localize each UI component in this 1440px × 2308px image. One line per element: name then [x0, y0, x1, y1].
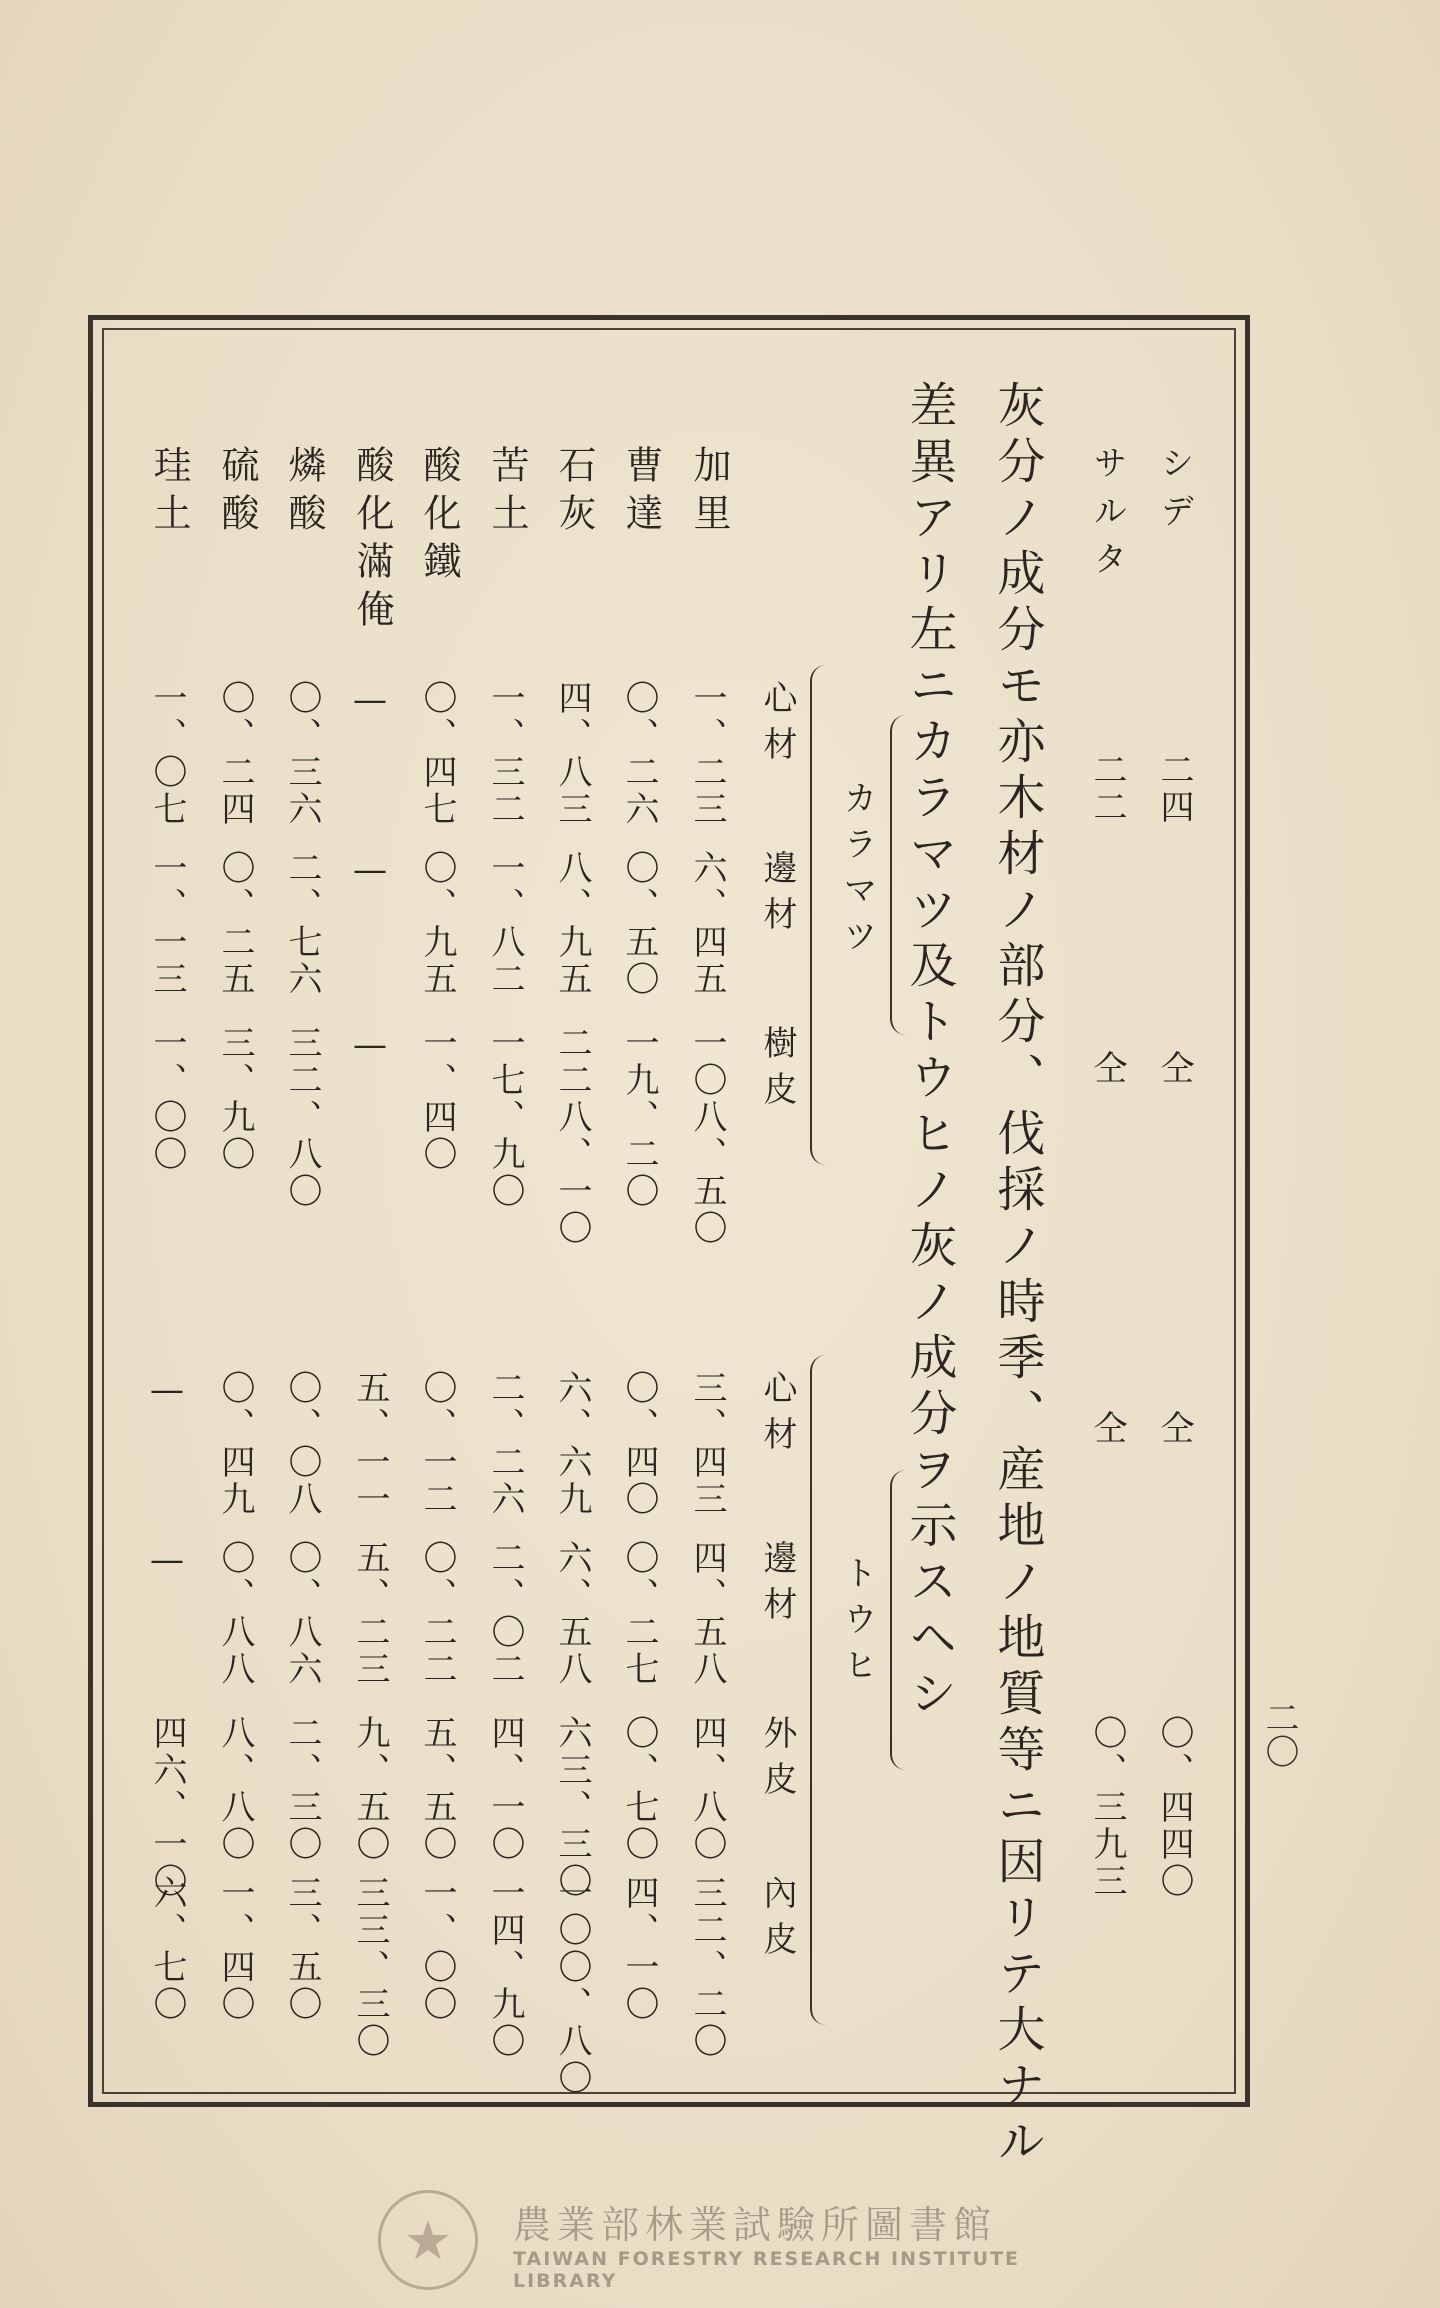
touhi-cell: 一四、九〇 [485, 1875, 525, 2060]
touhi-cell: 〇、八六 [282, 1540, 322, 1688]
library-watermark [378, 2190, 1078, 2290]
karamatsu-cell: 一、二三 [687, 680, 727, 828]
touhi-cell: 九、五〇 [350, 1715, 390, 1863]
karamatsu-cell: 〇、二六 [619, 680, 659, 828]
header-inner-bark: 內皮 [757, 1875, 797, 1967]
paragraph-line: 差異アリ左ニカラマツ及トウヒノ灰ノ成分ヲ示スヘシ [901, 380, 957, 1724]
karamatsu-cell: 六、四五 [687, 850, 727, 998]
karamatsu-cell: 一、三二 [485, 680, 525, 828]
header-bark: 樹皮 [757, 1025, 797, 1117]
touhi-header-brace [810, 1355, 826, 2025]
touhi-cell: 〇、七〇 [619, 1715, 659, 1863]
header-heartwood: 心材 [757, 680, 797, 772]
karamatsu-cell: 二、七六 [282, 850, 322, 998]
touhi-cell: 〇、二二 [417, 1540, 457, 1688]
row-label: 酸化鐵 [417, 445, 461, 589]
karamatsu-cell: 一、四〇 [417, 1025, 457, 1173]
top-row-value: 仝 [1087, 1050, 1127, 1087]
touhi-cell: 二、三〇 [282, 1715, 322, 1863]
karamatsu-cell: 〇、二四 [215, 680, 255, 828]
touhi-cell: — [147, 1370, 187, 1413]
touhi-cell: 〇、八八 [215, 1540, 255, 1688]
karamatsu-cell: 〇、三六 [282, 680, 322, 828]
karamatsu-cell: 一七、九〇 [485, 1025, 525, 1210]
karamatsu-cell: 三二、八〇 [282, 1025, 322, 1210]
karamatsu-title: カラマツ [837, 780, 877, 964]
row-label: 苦土 [485, 445, 529, 541]
touhi-cell: 四、一〇 [619, 1875, 659, 2023]
touhi-cell: 五、五〇 [417, 1715, 457, 1863]
karamatsu-cell: — [350, 680, 390, 723]
top-row-value: 〇、三九三 [1087, 1715, 1127, 1900]
row-label: 酸化滿俺 [350, 445, 394, 637]
top-row-value: 仝 [1087, 1410, 1127, 1447]
touhi-cell: 三、四三 [687, 1370, 727, 1518]
top-row-value: 仝 [1154, 1410, 1194, 1447]
touhi-cell: 〇、二七 [619, 1540, 659, 1688]
header-sapwood: 邊材 [757, 850, 797, 942]
karamatsu-cell: 一、〇〇 [147, 1025, 187, 1173]
touhi-cell: 六、五八 [552, 1540, 592, 1688]
inner-border [102, 328, 1236, 2094]
karamatsu-cell: 〇、四七 [417, 680, 457, 828]
karamatsu-cell: 八、九五 [552, 850, 592, 998]
karamatsu-cell: 一、一三 [147, 850, 187, 998]
touhi-cell: 一〇〇、八〇 [552, 1875, 592, 2097]
touhi-cell: 〇、四〇 [619, 1370, 659, 1518]
touhi-cell: 一、〇〇 [417, 1875, 457, 2023]
top-row-label: シデ [1154, 445, 1194, 541]
row-label: 曹達 [619, 445, 663, 541]
karamatsu-cell: 四、八三 [552, 680, 592, 828]
touhi-cell: 〇、一二 [417, 1370, 457, 1518]
touhi-cell: 八、八〇 [215, 1715, 255, 1863]
top-row-label: サルタ [1087, 445, 1127, 589]
touhi-cell: 五、一一 [350, 1370, 390, 1518]
touhi-cell: 五、二三 [350, 1540, 390, 1688]
touhi-cell: 四、五八 [687, 1540, 727, 1688]
touhi-cell: 三三、三〇 [350, 1875, 390, 2060]
touhi-cell: 二、二六 [485, 1370, 525, 1518]
header-heartwood: 心材 [757, 1370, 797, 1462]
touhi-brace [890, 1470, 906, 1770]
touhi-title: トウヒ [837, 1555, 877, 1693]
karamatsu-cell: 三、九〇 [215, 1025, 255, 1173]
page-number: 二〇 [1259, 1700, 1299, 1768]
touhi-cell: 六三、三〇 [552, 1715, 592, 1900]
touhi-cell: 三、五〇 [282, 1875, 322, 2023]
touhi-cell: 六、七〇 [147, 1875, 187, 2023]
touhi-cell: — [147, 1540, 187, 1583]
top-row-value: 二二 [1087, 752, 1127, 826]
karamatsu-cell: 二二八、一〇 [552, 1025, 592, 1247]
karamatsu-cell: 〇、五〇 [619, 850, 659, 998]
library-name-en: TAIWAN FORESTRY RESEARCH INSTITUTE LIBRARY [513, 2248, 1021, 2292]
karamatsu-cell: 一、〇七 [147, 680, 187, 828]
top-row-value: 二四 [1154, 752, 1194, 826]
karamatsu-cell: — [350, 850, 390, 893]
touhi-cell: 一、四〇 [215, 1875, 255, 2023]
paragraph-line: 灰分ノ成分モ亦木材ノ部分、伐採ノ時季、産地ノ地質等ニ因リテ大ナル [989, 380, 1045, 2172]
karamatsu-cell: — [350, 1025, 390, 1068]
row-label: 燐酸 [282, 445, 326, 541]
touhi-cell: 四六、一〇 [147, 1715, 187, 1900]
row-label: 硫酸 [215, 445, 259, 541]
karamatsu-cell: 一、八二 [485, 850, 525, 998]
top-row-value: 仝 [1154, 1050, 1194, 1087]
touhi-cell: 四、一〇 [485, 1715, 525, 1863]
header-outer-bark: 外皮 [757, 1715, 797, 1807]
touhi-cell: 〇、〇八 [282, 1370, 322, 1518]
touhi-cell: 四、八〇 [687, 1715, 727, 1863]
touhi-cell: 〇、四九 [215, 1370, 255, 1518]
row-label: 石灰 [552, 445, 596, 541]
star-icon: ★ [403, 2208, 453, 2272]
touhi-cell: 二、〇二 [485, 1540, 525, 1688]
row-label: 珪土 [147, 445, 191, 541]
touhi-cell: 六、六九 [552, 1370, 592, 1518]
header-sapwood: 邊材 [757, 1540, 797, 1632]
karamatsu-cell: 〇、九五 [417, 850, 457, 998]
karamatsu-cell: 一〇八、五〇 [687, 1025, 727, 1247]
top-row-value: 〇、四四〇 [1154, 1715, 1194, 1900]
karamatsu-cell: 一九、二〇 [619, 1025, 659, 1210]
touhi-cell: 三二、二〇 [687, 1875, 727, 2060]
karamatsu-cell: 〇、二五 [215, 850, 255, 998]
karamatsu-header-brace [810, 665, 826, 1165]
row-label: 加里 [687, 445, 731, 541]
karamatsu-brace [890, 715, 906, 1035]
library-name-cn: 農業部林業試驗所圖書館 [513, 2203, 998, 2247]
